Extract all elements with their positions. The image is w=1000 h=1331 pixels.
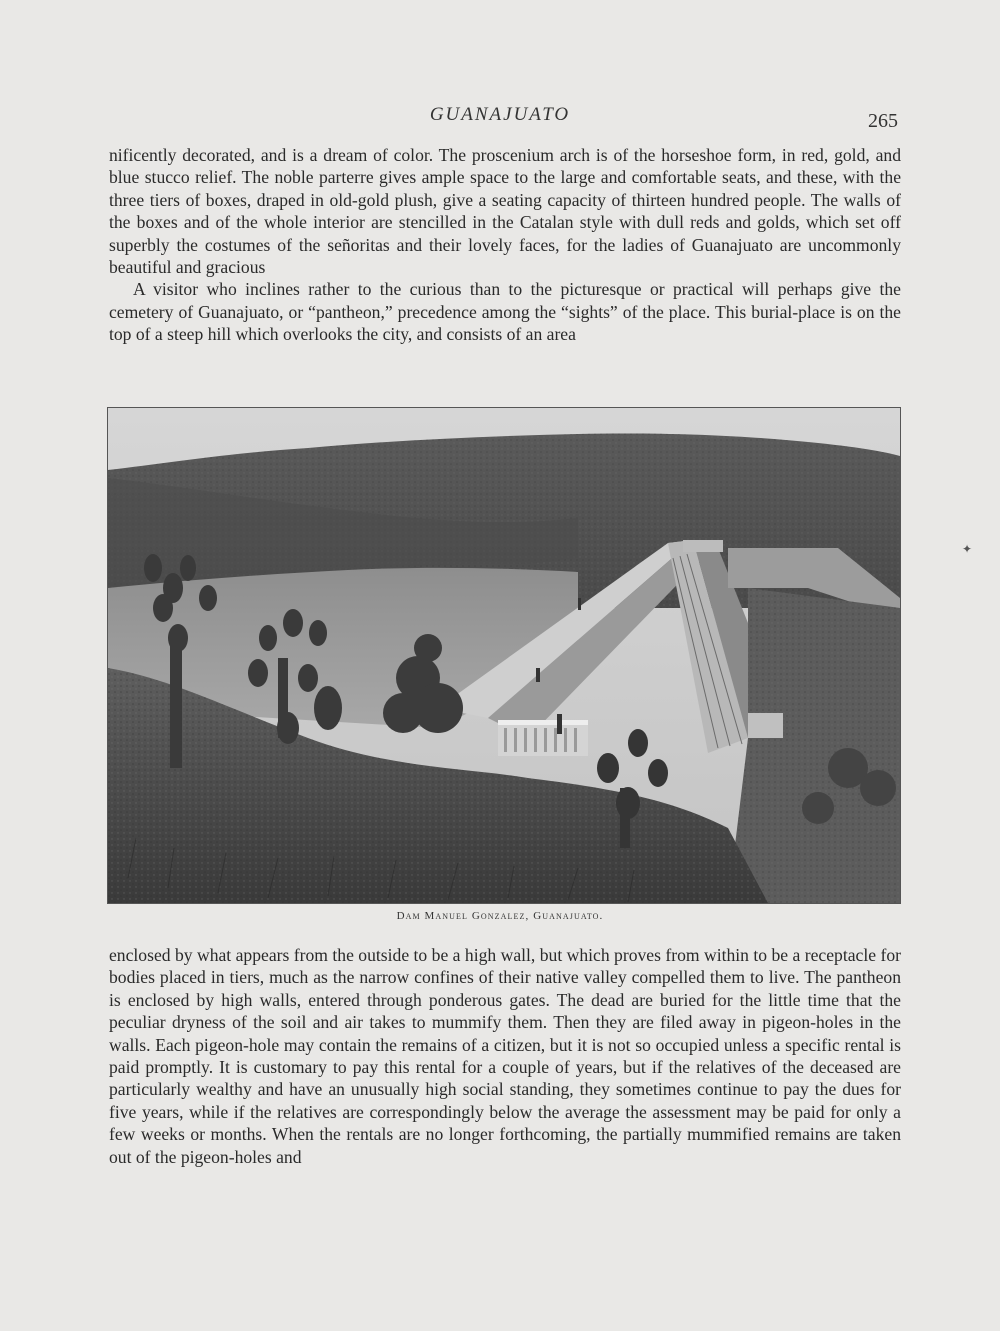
figure-caption: Dam Manuel Gonzalez, Guanajuato. — [396, 910, 604, 922]
dam-photograph — [107, 407, 901, 904]
paragraph: A visitor who inclines rather to the curious than to the picturesque or practical will perhaps give the cemetery of Guanajuato, or “pantheon,” precedence among the “sights” of the place. This burial-place is on the top of a steep hill which overlooks the city, and consists of an area — [109, 279, 901, 345]
dam-photograph-illustration — [108, 408, 900, 903]
text-block-bottom — [109, 944, 901, 1168]
paragraph: enclosed by what appears from the outside to be a high wall, but which proves from within to be a receptacle for bodies placed in tiers, much as the narrow confines of their native valley compelled them to live. The pantheon is enclosed by high walls, entered through ponderous gates. The dead are buried for the little time that the peculiar dryness of the soil and air takes to mummify them. Then they are filed away in pigeon-holes in the walls. Each pigeon-hole may contain the remains of a citizen, but it is not so occupied unless a specific rental is paid promptly. It is customary to pay this rental for a couple of years, but if the relatives of the deceased are particularly wealthy and have an unusually high social standing, they sometimes continue to pay the dues for five years, while if the relatives are correspondingly below the average the assessment may be paid for only a few weeks or months. When the rentals are no longer forthcoming, the partially mummified remains are taken out of the pigeon-holes and — [109, 945, 901, 1167]
running-head: GUANAJUATO — [429, 104, 571, 125]
text-block-top — [109, 144, 901, 346]
paragraph: nificently decorated, and is a dream of color. The proscenium arch is of the horseshoe form, in red, gold, and blue stucco relief. The noble parterre gives ample space to the large and comfortable seats, and these, with the three tiers of boxes, draped in old-gold plush, give a seating capacity of thirteen hundred people. The walls of the boxes and of the whole interior are stencilled in the Catalan style with dull reds and golds, which set off superbly the costumes of the señoritas and their lovely faces, for the ladies of Guanajuato are uncommonly beautiful and gracious — [109, 145, 901, 278]
margin-speck: ✦ — [962, 542, 973, 556]
page-number: 265 — [868, 110, 898, 132]
